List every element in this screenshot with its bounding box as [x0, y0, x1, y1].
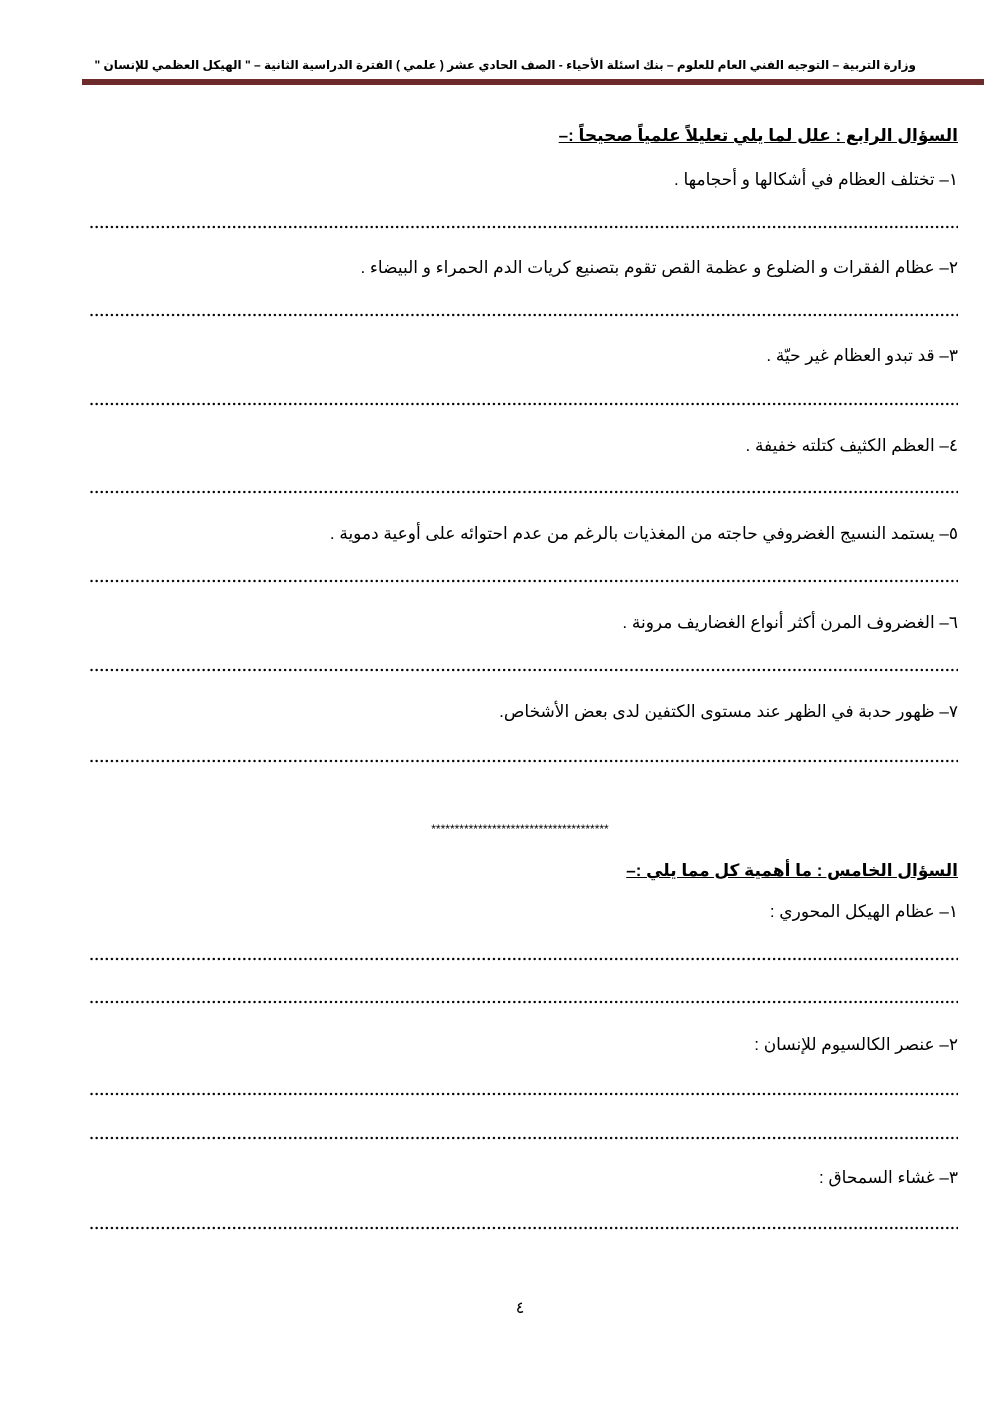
question5-item-1: ١– عظام الهيكل المحوري :: [769, 902, 958, 921]
section-separator: **************************************: [431, 822, 609, 836]
answer-line: [89, 490, 958, 494]
answer-line: [89, 402, 958, 406]
header-rule: [82, 79, 984, 85]
answer-line: [89, 313, 958, 317]
answer-line: [89, 759, 958, 763]
question5-item-2: ٢– عنصر الكالسيوم للإنسان :: [754, 1035, 958, 1054]
page-number: ٤: [515, 1300, 525, 1317]
question4-item-1: ١– تختلف العظام في أشكالها و أحجامها .: [674, 170, 958, 189]
page-header: وزارة التربية – التوجيه الفني العام للعلوم – بنك اسئلة الأحياء - الصف الحادي عشر ( علمي ) الفترة الدراسية الثانية – " الهيكل العظمي للإنسان ": [94, 58, 916, 72]
answer-line: [89, 225, 958, 229]
question4-item-2: ٢– عظام الفقرات و الضلوع و عظمة القص تقوم بتصنيع كريات الدم الحمراء و البيضاء .: [360, 258, 958, 277]
question4-title: السؤال الرابع : علل لما يلي تعليلاً علمياً صحيحاً :–: [558, 126, 958, 145]
answer-line: [89, 957, 958, 961]
answer-line: [89, 579, 958, 583]
question4-item-4: ٤– العظم الكثيف كتلته خفيفة .: [745, 436, 958, 455]
question5-item-3: ٣– غشاء السمحاق :: [819, 1168, 958, 1187]
question4-item-7: ٧– ظهور حدبة في الظهر عند مستوى الكتفين لدى بعض الأشخاص.: [499, 702, 958, 721]
answer-line: [89, 668, 958, 672]
question4-item-3: ٣– قد تبدو العظام غير حيّة .: [766, 346, 958, 365]
answer-line: [89, 1092, 958, 1096]
question5-title: السؤال الخامس : ما أهمية كل مما يلي :–: [626, 861, 958, 880]
answer-line: [89, 1000, 958, 1004]
answer-line: [89, 1226, 958, 1230]
question4-item-5: ٥– يستمد النسيج الغضروفي حاجته من المغذيات بالرغم من عدم احتوائه على أوعية دموية .: [329, 524, 958, 543]
question4-item-6: ٦– الغضروف المرن أكثر أنواع الغضاريف مرونة .: [622, 613, 958, 632]
answer-line: [89, 1136, 958, 1140]
